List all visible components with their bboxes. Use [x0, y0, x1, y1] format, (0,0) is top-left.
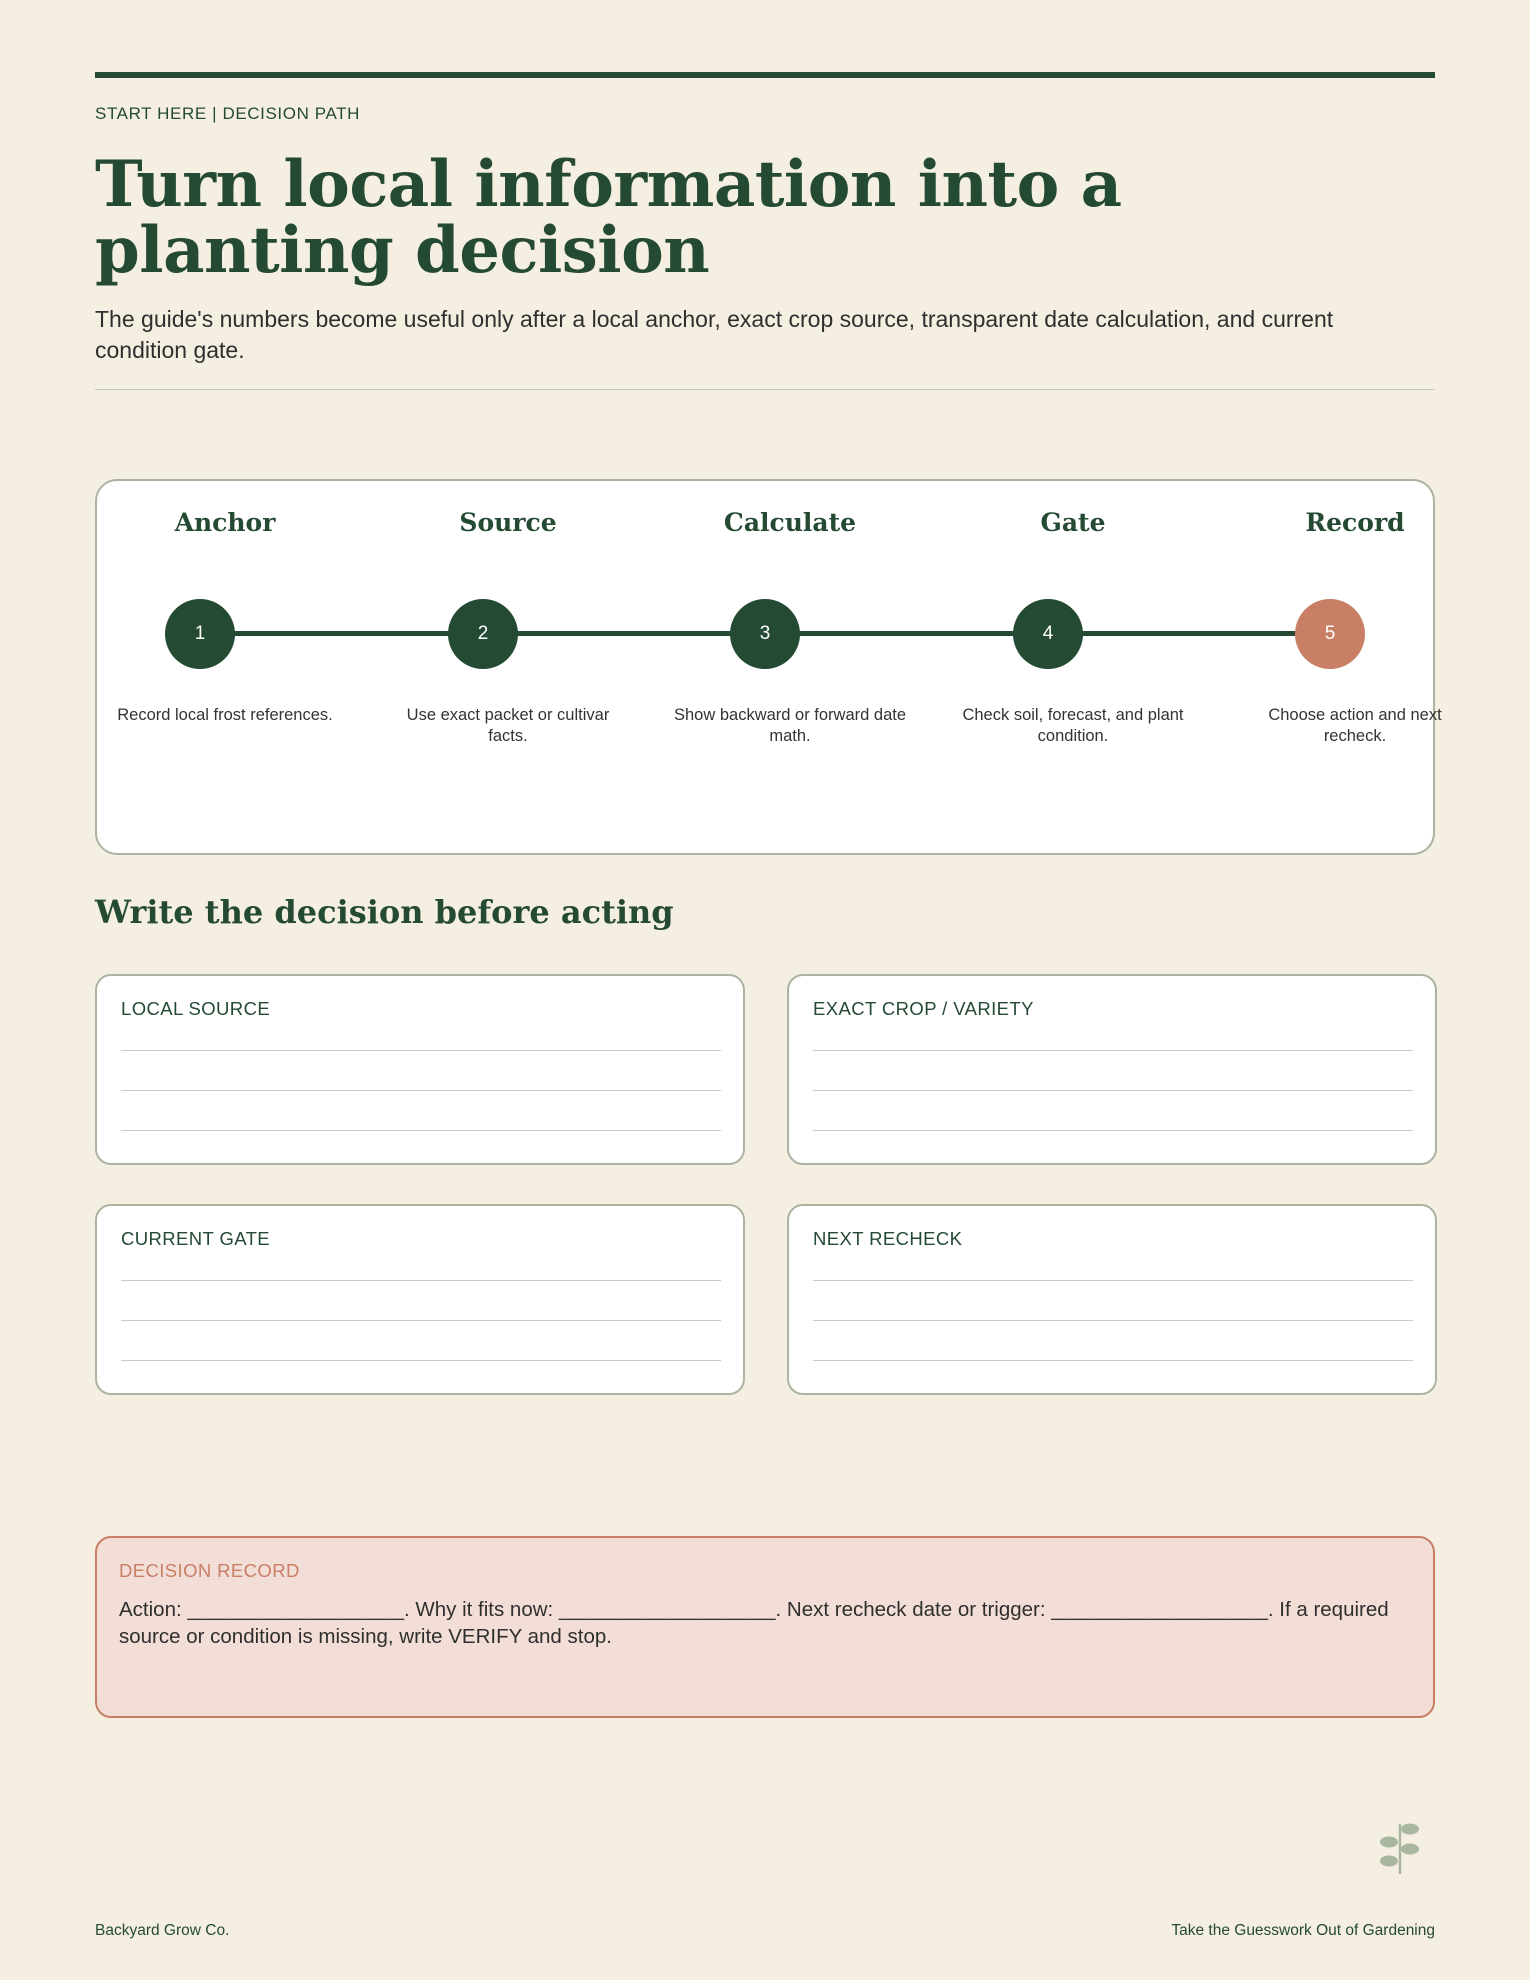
record-label: DECISION RECORD	[119, 1560, 300, 1581]
step-number-badge: 5	[1295, 599, 1365, 669]
step-title: Gate	[1040, 508, 1106, 537]
decision-record-card	[95, 1536, 1435, 1718]
worksheet-page	[95, 0, 1442, 1980]
step-description: Choose action and next recheck.	[1268, 706, 1442, 745]
field-label: EXACT CROP / VARIETY	[813, 998, 1034, 1019]
write-line	[121, 1280, 721, 1281]
step-title: Source	[459, 508, 557, 537]
sprout-icon	[1375, 1820, 1425, 1876]
footer-tagline: Take the Guesswork Out of Gardening	[1171, 1922, 1435, 1939]
step-number-badge: 1	[165, 599, 235, 669]
field-next-recheck[interactable]	[787, 1204, 1437, 1395]
write-line	[121, 1090, 721, 1091]
field-local-source[interactable]	[95, 974, 745, 1165]
step-title: Calculate	[723, 508, 857, 537]
step-description: Show backward or forward date math.	[673, 706, 907, 745]
write-line	[813, 1320, 1413, 1321]
field-label: CURRENT GATE	[121, 1228, 271, 1249]
write-line	[813, 1130, 1413, 1131]
step-description: Record local frost references.	[117, 706, 333, 724]
step-number-badge: 3	[730, 599, 800, 669]
section-title: Write the decision before acting	[95, 893, 674, 931]
page-lede: The guide's numbers become useful only after a local anchor, exact crop source, transparent date calculation, and current condition gate.	[95, 306, 1334, 363]
write-line	[121, 1360, 721, 1361]
step-description: Check soil, forecast, and plant condition.	[962, 706, 1184, 745]
divider	[95, 389, 1435, 390]
step-number-badge: 2	[448, 599, 518, 669]
write-line	[121, 1130, 721, 1131]
eyebrow: START HERE | DECISION PATH	[95, 104, 360, 123]
field-label: NEXT RECHECK	[813, 1228, 963, 1249]
write-line	[813, 1280, 1413, 1281]
write-line	[121, 1320, 721, 1321]
field-current-gate[interactable]	[95, 1204, 745, 1395]
step-number-badge: 4	[1013, 599, 1083, 669]
step-title: Anchor	[174, 508, 276, 537]
record-body[interactable]: Action: ___________________. Why it fits now: ___________________. Next recheck date or trigger: ___________________. If a required source or condition is missing, write VERIFY and stop.	[119, 1598, 1389, 1648]
top-rule	[95, 72, 1435, 78]
write-line	[813, 1360, 1413, 1361]
step-description: Use exact packet or cultivar facts.	[406, 706, 610, 745]
write-line	[121, 1050, 721, 1051]
page-title: Turn local information into a planting decision	[95, 147, 1122, 288]
step-title: Record	[1305, 508, 1405, 537]
write-line	[813, 1090, 1413, 1091]
field-label: LOCAL SOURCE	[121, 998, 271, 1019]
write-line	[813, 1050, 1413, 1051]
footer-brand: Backyard Grow Co.	[95, 1922, 230, 1939]
field-exact-crop-variety[interactable]	[787, 974, 1437, 1165]
